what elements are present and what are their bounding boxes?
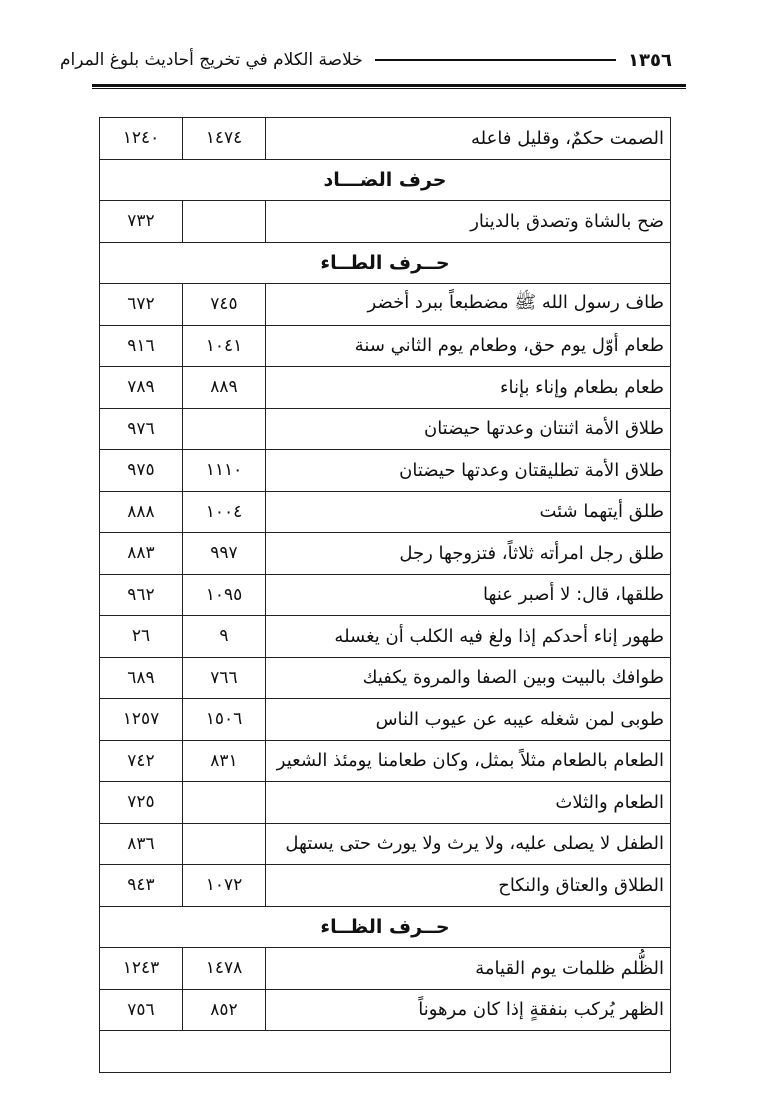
table-row	[100, 201, 671, 243]
section-header-row	[100, 242, 671, 284]
hadith-index-body	[100, 118, 671, 1073]
hadith-number-cell	[183, 201, 266, 243]
running-title: خلاصة الكلام في تخريج أحاديث بلوغ المرام	[60, 50, 363, 70]
table-row	[100, 408, 671, 450]
hadith-number-cell: ١٠٧٢	[183, 865, 266, 907]
hadith-number-cell: ١٥٠٦	[183, 699, 266, 741]
table-row	[100, 533, 671, 575]
reference-number-cell: ٩٦٢	[100, 574, 183, 616]
hadith-text-cell: طعام بطعام وإناء بإناء	[266, 367, 671, 409]
header-line	[60, 40, 672, 80]
hadith-text-cell: طلق رجل امرأته ثلاثاً، فتزوجها رجل	[266, 533, 671, 575]
reference-number-cell: ٩٧٥	[100, 450, 183, 492]
hadith-text-cell: طلقها، قال: لا أصبر عنها	[266, 574, 671, 616]
table-row	[100, 823, 671, 865]
hadith-number-cell: ١٠٠٤	[183, 491, 266, 533]
table-row	[100, 118, 671, 160]
reference-number-cell: ٨٨٣	[100, 533, 183, 575]
page-header	[60, 40, 672, 86]
table-row	[100, 782, 671, 824]
hadith-text-cell: الظهر يُركب بنفقةٍ إذا كان مرهوناً	[266, 989, 671, 1031]
table-row	[100, 284, 671, 326]
hadith-number-cell: ٧٤٥	[183, 284, 266, 326]
hadith-number-cell: ١٠٤١	[183, 325, 266, 367]
table-row	[100, 574, 671, 616]
header-divider	[92, 84, 686, 89]
hadith-number-cell: ٨٣١	[183, 740, 266, 782]
hadith-text-cell: طاف رسول الله ﷺ مضطبعاً ببرد أخضر	[266, 284, 671, 326]
hadith-text-cell: طعام أوّل يوم حق، وطعام يوم الثاني سنة	[266, 325, 671, 367]
hadith-text-cell: طوافك بالبيت وبين الصفا والمروة يكفيك	[266, 657, 671, 699]
hadith-text-cell: طهور إناء أحدكم إذا ولغ فيه الكلب أن يغسله	[266, 616, 671, 658]
reference-number-cell: ٧٢٥	[100, 782, 183, 824]
reference-number-cell: ٩٧٦	[100, 408, 183, 450]
hadith-index-table	[99, 117, 671, 1073]
hadith-number-cell: ١٤٧٨	[183, 948, 266, 990]
reference-number-cell: ١٢٤٣	[100, 948, 183, 990]
hadith-text-cell: الطفل لا يصلى عليه، ولا يرث ولا يورث حتى يستهل	[266, 823, 671, 865]
table-row	[100, 657, 671, 699]
table-row	[100, 948, 671, 990]
hadith-number-cell	[183, 782, 266, 824]
page-number: ١٣٥٦	[628, 49, 672, 71]
reference-number-cell: ٧٥٦	[100, 989, 183, 1031]
hadith-number-cell	[183, 823, 266, 865]
reference-number-cell: ٧٣٢	[100, 201, 183, 243]
table-row	[100, 699, 671, 741]
hadith-text-cell: ضح بالشاة وتصدق بالدينار	[266, 201, 671, 243]
section-title: حــرف الظــاء	[100, 906, 671, 948]
hadith-text-cell: الصمت حكمٌ، وقليل فاعله	[266, 118, 671, 160]
hadith-text-cell: الطعام والثلاث	[266, 782, 671, 824]
hadith-number-cell: ٧٦٦	[183, 657, 266, 699]
hadith-number-cell	[183, 408, 266, 450]
reference-number-cell: ١٢٤٠	[100, 118, 183, 160]
table-row	[100, 865, 671, 907]
reference-number-cell: ٧٤٢	[100, 740, 183, 782]
reference-number-cell: ٧٨٩	[100, 367, 183, 409]
blank-row	[100, 1031, 671, 1073]
hadith-text-cell: طلاق الأمة اثنتان وعدتها حيضتان	[266, 408, 671, 450]
hadith-text-cell: طلق أيتهما شئت	[266, 491, 671, 533]
blank-cell	[100, 1031, 671, 1073]
title-rule	[375, 59, 616, 61]
section-title: حرف الضـــاد	[100, 159, 671, 201]
hadith-text-cell: الطلاق والعتاق والنكاح	[266, 865, 671, 907]
reference-number-cell: ٩٤٣	[100, 865, 183, 907]
hadith-number-cell: ١١١٠	[183, 450, 266, 492]
hadith-number-cell: ٩	[183, 616, 266, 658]
hadith-text-cell: الطعام بالطعام مثلاً بمثل، وكان طعامنا يومئذ الشعير	[266, 740, 671, 782]
hadith-number-cell: ٨٨٩	[183, 367, 266, 409]
hadith-number-cell: ٨٥٢	[183, 989, 266, 1031]
table-row	[100, 491, 671, 533]
hadith-number-cell: ٩٩٧	[183, 533, 266, 575]
hadith-text-cell: طوبى لمن شغله عيبه عن عيوب الناس	[266, 699, 671, 741]
reference-number-cell: ٦٨٩	[100, 657, 183, 699]
hadith-text-cell: طلاق الأمة تطليقتان وعدتها حيضتان	[266, 450, 671, 492]
section-title: حــرف الطــاء	[100, 242, 671, 284]
table-row	[100, 450, 671, 492]
reference-number-cell: ٢٦	[100, 616, 183, 658]
table-row	[100, 325, 671, 367]
section-header-row	[100, 906, 671, 948]
reference-number-cell: ٦٧٢	[100, 284, 183, 326]
reference-number-cell: ٩١٦	[100, 325, 183, 367]
reference-number-cell: ١٢٥٧	[100, 699, 183, 741]
reference-number-cell: ٨٨٨	[100, 491, 183, 533]
table-row	[100, 367, 671, 409]
hadith-number-cell: ١٠٩٥	[183, 574, 266, 616]
table-row	[100, 740, 671, 782]
table-row	[100, 989, 671, 1031]
reference-number-cell: ٨٣٦	[100, 823, 183, 865]
section-header-row	[100, 159, 671, 201]
hadith-number-cell: ١٤٧٤	[183, 118, 266, 160]
hadith-text-cell: الظُّلم ظلمات يوم القيامة	[266, 948, 671, 990]
table-row	[100, 616, 671, 658]
